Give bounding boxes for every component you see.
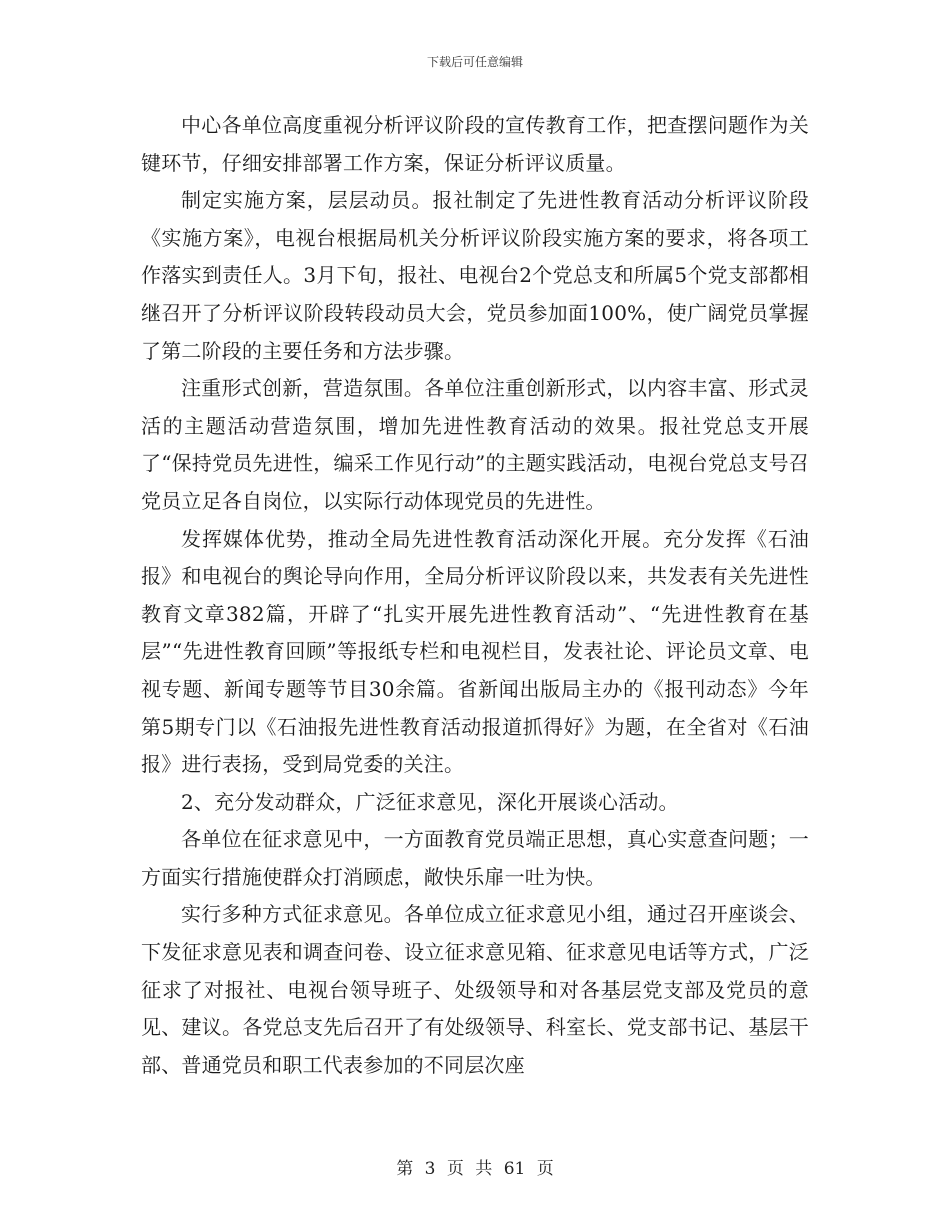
- document-body: [141, 107, 809, 1084]
- paragraph-1: 中心各单位高度重视分析评议阶段的宣传教育工作，把查摆问题作为关键环节，仔细安排部署工作方案，保证分析评议质量。: [141, 113, 809, 175]
- page-number-footer: 第 3 页 共 61 页: [396, 1159, 554, 1179]
- paragraph-6: 实行多种方式征求意见。各单位成立征求意见小组，通过召开座谈会、下发征求意见表和调查问卷、设立征求意见箱、征求意见电话等方式，广泛征求了对报社、电视台领导班子、处级领导和对各基层党支部及党员的意见、建议。各党总支先后召开了有处级领导、科室长、党支部书记、基层干部、普通党员和职工代表参加的不同层次座: [141, 902, 809, 1077]
- section-heading-2: 2、充分发动群众，广泛征求意见，深化开展谈心活动。: [181, 789, 679, 814]
- paragraph-3: 注重形式创新，营造氛围。各单位注重创新形式，以内容丰富、形式灵活的主题活动营造氛围，增加先进性教育活动的效果。报社党总支开展了“保持党员先进性，编采工作见行动”的主题实践活动，电视台党总支号召党员立足各自岗位，以实际行动体现党员的先进性。: [141, 376, 809, 513]
- paragraph-2: 制定实施方案，层层动员。报社制定了先进性教育活动分析评议阶段《实施方案》，电视台根据局机关分析评议阶段实施方案的要求，将各项工作落实到责任人。3月下旬，报社、电视台2个党总支和所属5个党支部都相继召开了分析评议阶段转段动员大会，党员参加面100%，使广阔党员掌握了第二阶段的主要任务和方法步骤。: [141, 188, 809, 363]
- page-header-note: 下载后可任意编辑: [426, 55, 523, 69]
- paragraph-4: 发挥媒体优势，推动全局先进性教育活动深化开展。充分发挥《石油报》和电视台的舆论导向作用，全局分析评议阶段以来，共发表有关先进性教育文章382篇，开辟了“扎实开展先进性教育活动”、“先进性教育在基层”“先进性教育回顾”等报纸专栏和电视栏目，发表社论、评论员文章、电视专题、新闻专题等节目30余篇。省新闻出版局主办的《报刊动态》今年第5期专门以《石油报先进性教育活动报道抓得好》为题，在全省对《石油报》进行表扬，受到局党委的关注。: [141, 526, 809, 777]
- paragraph-5: 各单位在征求意见中，一方面教育党员端正思想，真心实意查问题；一方面实行措施使群众打消顾虑，敞快乐扉一吐为快。: [141, 827, 809, 889]
